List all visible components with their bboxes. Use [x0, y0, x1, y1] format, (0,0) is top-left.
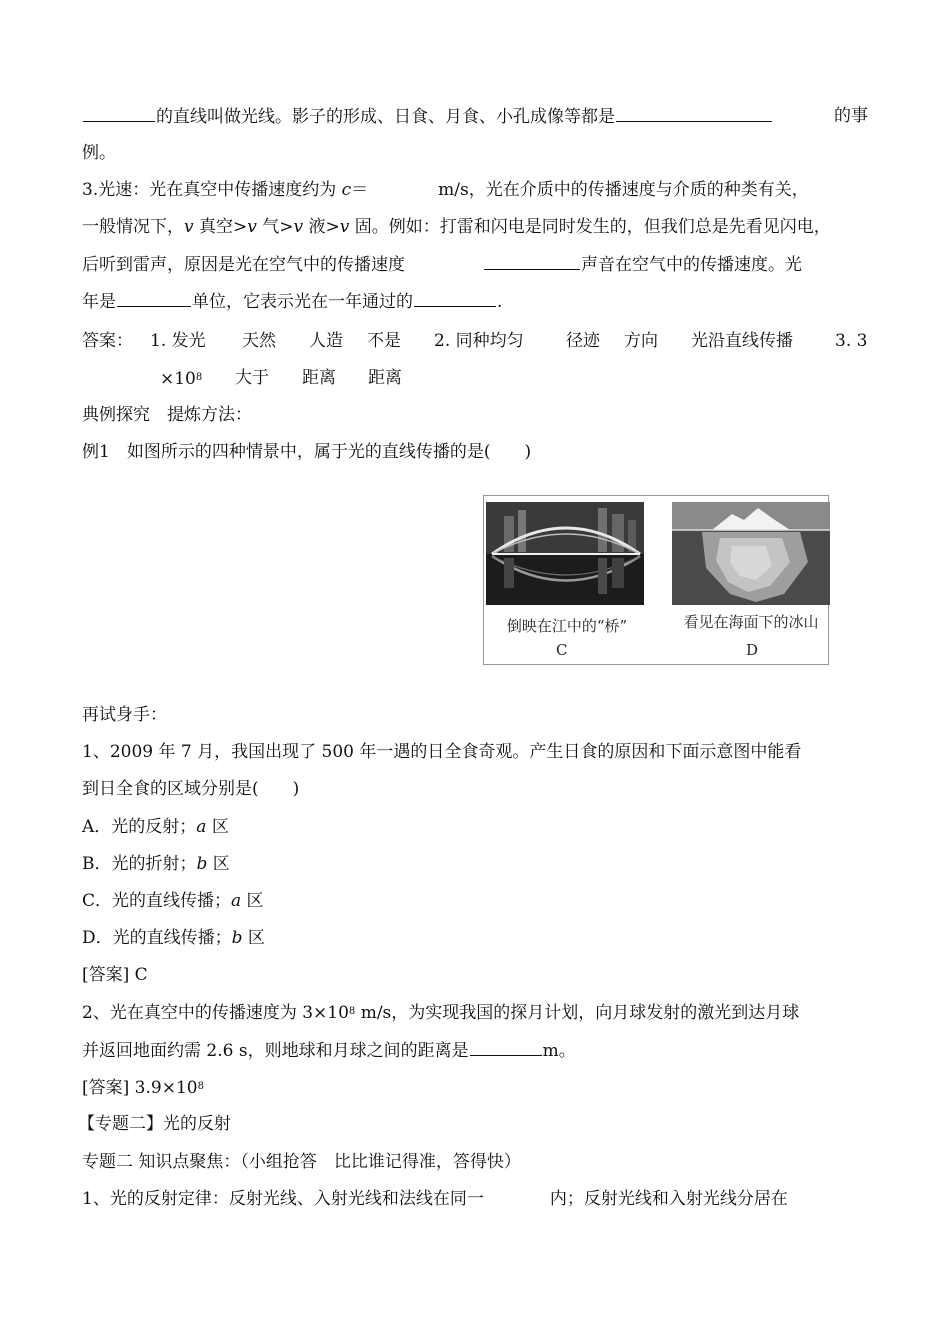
option-a [82, 815, 229, 839]
text: 气> [256, 217, 294, 237]
figure-label-d: D [746, 641, 759, 659]
answer-item: 径迹 [566, 331, 600, 351]
text: 年是 [82, 292, 116, 312]
answer-item: 人造 [309, 331, 343, 351]
text: 3.光速：光在真空中传播速度约为 [82, 180, 342, 200]
text: 1、光的反射定律：反射光线、入射光线和法线在同一 [82, 1189, 484, 1209]
fill-blank [414, 289, 496, 307]
paragraph-line [82, 1187, 868, 1211]
topic-subheading: 专题二 知识点聚焦：（小组抢答 比比谁记得准，答得快） [82, 1152, 521, 1172]
option-text: B．光的折射； [82, 854, 197, 874]
text: 声音在空气中的传播速度。光 [581, 255, 802, 275]
iceberg-photo [672, 502, 830, 605]
example-question: 例1 如图所示的四种情景中，属于光的直线传播的是( ) [82, 442, 532, 462]
text: m。 [542, 1041, 576, 1061]
text: 单位，它表示光在一年通过的 [192, 292, 413, 312]
fill-blank [470, 1038, 542, 1056]
text: 后听到雷声，原因是光在空气中的传播速度 [82, 255, 405, 275]
fill-blank [83, 104, 155, 122]
answer-item: 天然 [242, 331, 276, 351]
answer-item: 大于 [235, 368, 269, 388]
answer-item: 距离 [302, 368, 336, 388]
option-text: 区 [241, 891, 264, 911]
text: 的事 [834, 106, 868, 126]
paragraph-line [82, 178, 868, 202]
exponent: 8 [348, 1006, 356, 1017]
answer-label: 答案： [82, 331, 133, 351]
figure-label-c: C [556, 641, 568, 659]
option-text: D．光的直线传播； [82, 928, 232, 948]
fill-blank [117, 289, 191, 307]
answer-line [82, 329, 868, 353]
text: 一般情况下， [82, 217, 184, 237]
option-c [82, 889, 264, 913]
answer-line [82, 1075, 204, 1100]
question-line [82, 1038, 576, 1063]
answer-item: 不是 [367, 331, 401, 351]
variable: b [196, 854, 208, 874]
text: 的直线叫做光线。影子的形成、日食、月食、小孔成像等都是 [156, 107, 615, 127]
paragraph-line [82, 252, 868, 277]
variable-v: v [293, 217, 304, 237]
answer-item: 距离 [368, 368, 402, 388]
text: m/s，光在介质中的传播速度与介质的种类有关， [438, 180, 809, 200]
option-text: 区 [242, 928, 265, 948]
answer-item: 2. 同种均匀 [434, 331, 524, 351]
option-d [82, 926, 265, 950]
fill-blank [616, 104, 772, 122]
answer-item: 方向 [624, 331, 658, 351]
figure-caption-d: 看见在海面下的冰山 [683, 613, 819, 631]
variable-v: v [247, 217, 257, 237]
text: 2、光在真空中的传播速度为 3×10 [82, 1003, 349, 1023]
variable-c: c [341, 180, 352, 200]
text: [答案] 3.9×10 [82, 1078, 198, 1098]
topic-heading: 【专题二】光的反射 [78, 1114, 231, 1134]
section-heading: 典例探究 提炼方法： [82, 405, 252, 425]
text: 并返回地面约需 2.6 s，则地球和月球之间的距离是 [82, 1041, 469, 1061]
paragraph-line [82, 289, 502, 314]
text: m/s，为实现我国的探月计划，向月球发射的激光到达月球 [355, 1003, 800, 1023]
option-text: 区 [206, 817, 229, 837]
variable: a [196, 817, 207, 837]
variable: a [231, 891, 242, 911]
question-line: 到日全食的区域分别是( ) [82, 779, 300, 799]
exponent: 8 [195, 372, 203, 383]
text: ＝ [351, 180, 369, 200]
figure-caption-c: 倒映在江中的“桥” [506, 617, 628, 635]
bridge-reflection-photo [486, 502, 644, 605]
section-heading: 再试身手： [82, 705, 167, 725]
question-line: 1、2009 年 7 月，我国出现了 500 年一遇的日全食奇观。产生日食的原因和下面示意图中能看 [82, 742, 802, 762]
answer-item: 3. 3 [835, 331, 868, 351]
text: 固。例如：打雷和闪电是同时发生的，但我们总是先看见闪电， [349, 217, 831, 237]
option-text: A．光的反射； [82, 817, 197, 837]
text: ×10 [160, 369, 196, 389]
text: 真空> [193, 217, 248, 237]
paragraph-line [82, 215, 868, 239]
variable-v: v [184, 217, 194, 237]
paragraph-line: 例。 [82, 143, 116, 163]
variable-v: v [339, 217, 350, 237]
option-text: C．光的直线传播； [82, 891, 232, 911]
option-text: 区 [207, 854, 230, 874]
answer-item: 1. 发光 [150, 331, 206, 351]
text: 内；反射光线和入射光线分居在 [549, 1189, 788, 1209]
exponent: 8 [197, 1081, 204, 1092]
answer-line: [答案] C [82, 965, 148, 985]
text: . [497, 292, 503, 312]
answer-item: 光沿直线传播 [691, 331, 793, 351]
example-figure [483, 495, 829, 665]
variable: b [231, 928, 243, 948]
fill-blank [484, 252, 580, 270]
question-line [82, 1000, 868, 1025]
option-b [82, 852, 230, 876]
text: 液> [303, 217, 340, 237]
paragraph-line [82, 104, 868, 129]
